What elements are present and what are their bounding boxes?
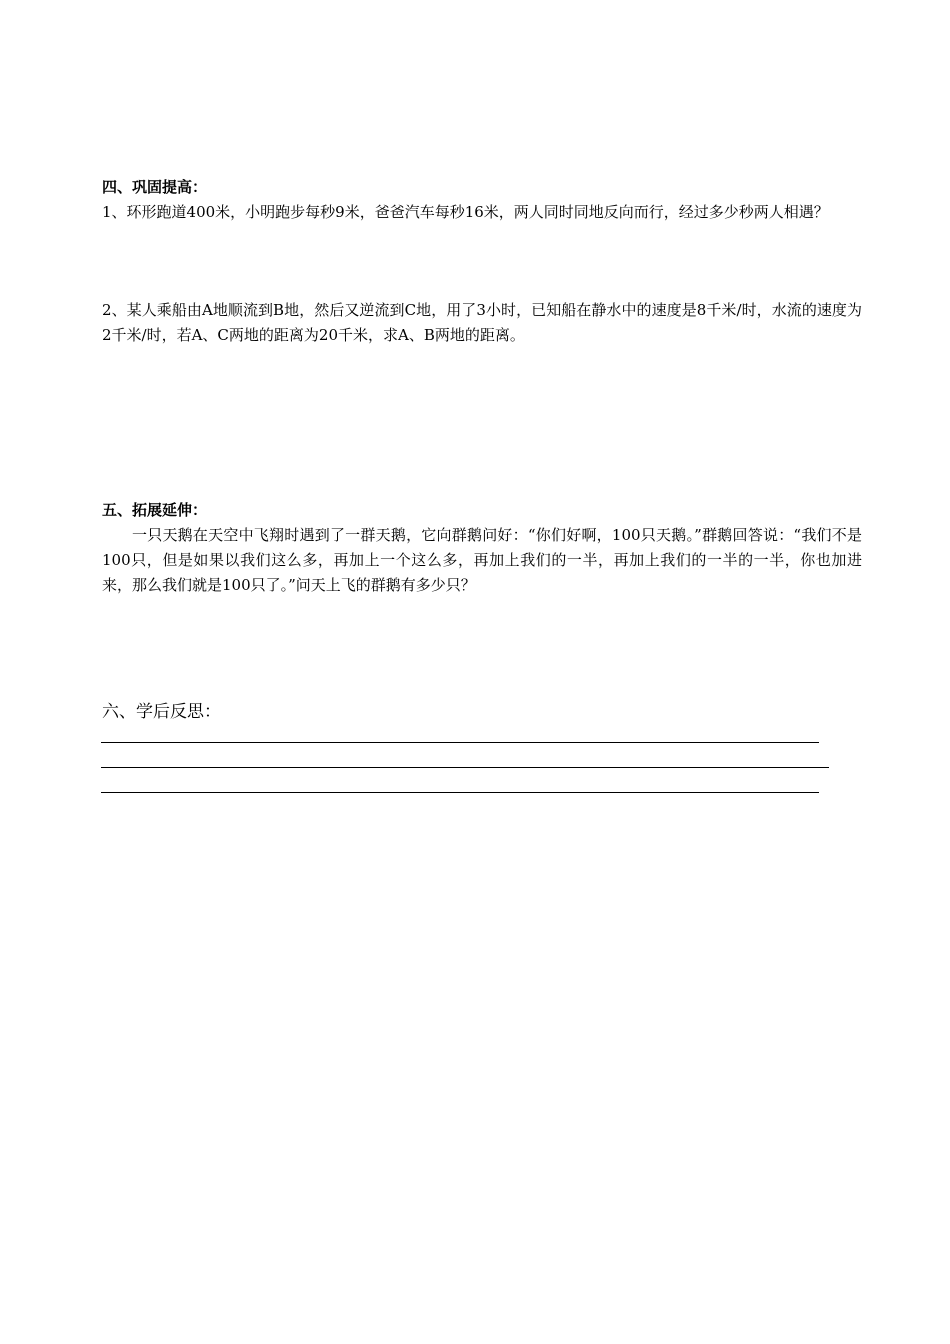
question-1-text: 1、环形跑道400米，小明跑步每秒9米，爸爸汽车每秒16米，两人同时同地反向而行，经过多少秒两人相遇？: [102, 203, 829, 221]
question-2-text: 2、某人乘船由A地顺流到B地，然后又逆流到C地，用了3小时，已知船在静水中的速度是8千米/时，水流的速度为2千米/时，若A、C两地的距离为20千米，求A、B两地的距离。: [102, 301, 862, 344]
extension-problem-text: 一只天鹅在天空中飞翔时遇到了一群天鹅，它向群鹅问好：“你们好啊，100只天鹅。”群鹅回答说：“我们不是100只，但是如果以我们这么多，再加上一个这么多，再加上我们的一半，再加上我们的一半的一半，你也加进来，那么我们就是100只了。”问天上飞的群鹅有多少只？: [102, 526, 862, 594]
reflection-answer-line[interactable]: [101, 792, 819, 793]
section-6-heading: 六、学后反思：: [102, 702, 221, 722]
section-5-heading: 五、拓展延伸：: [102, 501, 208, 519]
reflection-answer-line[interactable]: [101, 767, 829, 768]
section-4-heading: 四、巩固提高：: [102, 178, 208, 196]
reflection-answer-line[interactable]: [101, 742, 819, 743]
